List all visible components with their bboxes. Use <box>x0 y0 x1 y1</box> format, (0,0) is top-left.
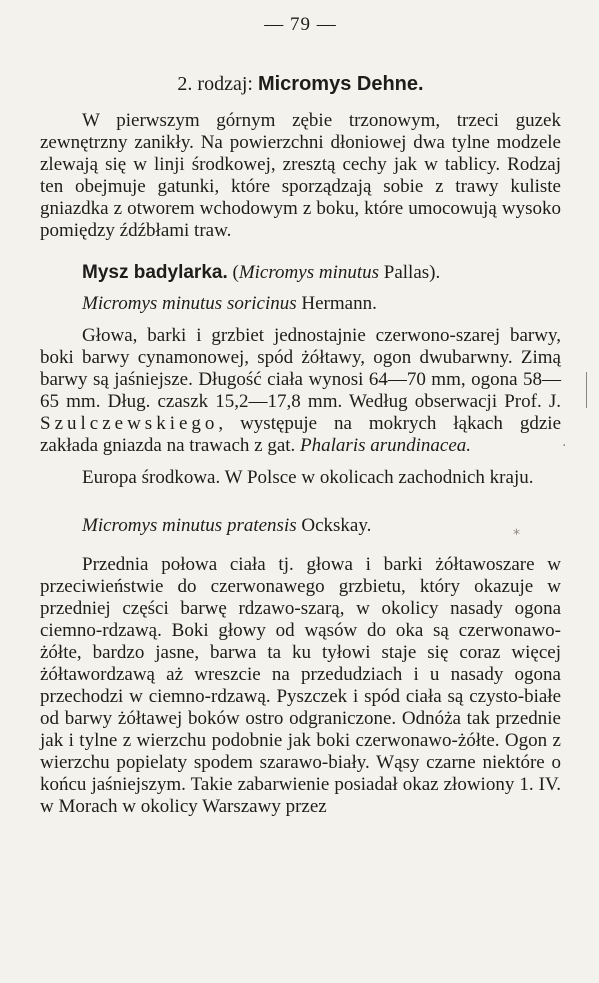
genus-heading <box>40 73 561 95</box>
description-2-paragraph: Przednia połowa ciała tj. głowa i barki żółtawoszare w przeciwieństwie do czerwonawego grzbietu, który okazuje w przedniej części barwę rdzawo-szarą, w okolicy nasady ogona ciemno-rdzawą. Boki głowy od wąsów do oka są czerwonawo-żółte, bardzo jasne, barwa ta ku tyłowi staje się coraz więcej żółtawordzawą aż wreszcie na przedudziach i u nasady ogona przechodzi w ciemno-rdzawą. Pyszczek i spód ciała są czysto-białe od barwy żółtawej boków ostro odgraniczone. Odnóża tak przednie jak i tylne z wierzchu podobnie jak boki czerwonawo-żółte. Ogon z wierzchu popielaty spodem szarawo-biały. Wąsy czarne niektóre o końcu jaśniejszym. Takie zabarwienie posiadał okaz złowiony 1. IV. w Morach w okolicy Warszawy przez <box>40 554 561 817</box>
species-common-name: Mysz badylarka. <box>82 262 228 283</box>
description-1-text-b: , występuje na mokrych łąkach gdzie zakłada gniazda na trawach z gat. <box>40 413 561 456</box>
subspecies-2-heading <box>40 515 561 537</box>
page-number: — 79 — <box>264 14 337 35</box>
description-1-plant-name: Phalaris arundinacea. <box>300 435 472 456</box>
description-1-text-a: Głowa, barki i grzbiet jednostajnie czerwono-szarej barwy, boki barwy cynamonowej, spód żółtawy, ogon dwubarwny. Zimą barwy są jaśniejsze. Długość ciała wynosi 64—70 mm, ogona 58—65 mm. Dług. czaszk 15,2—17,8 mm. Według obserwacji Prof. J. <box>40 325 561 412</box>
species-latin-name: Micromys minutus <box>238 262 380 283</box>
subspecies-1-authority: Hermann. <box>296 293 377 314</box>
species-heading: Mysz badylarka. (Micromys minutus Pallas). <box>82 262 441 283</box>
margin-mark: * <box>513 527 520 543</box>
description-1-paragraph <box>40 325 561 457</box>
range-paragraph: Europa środkowa. W Polsce w okolicach zachodnich kraju. <box>82 467 534 488</box>
heading-prefix: 2. rodzaj: <box>177 73 258 95</box>
subspecies-1-latin-name: Micromys minutus soricinus <box>82 293 297 314</box>
subspecies-1-heading <box>40 293 561 315</box>
margin-speck: · <box>562 438 567 454</box>
description-1-spaced-name: Szulczewskiego <box>40 413 219 434</box>
genus-name: Micromys Dehne. <box>257 73 424 95</box>
species-authority: Pallas). <box>383 262 441 283</box>
subspecies-2-authority: Ockskay. <box>296 515 372 536</box>
intro-paragraph: W pierwszym górnym zębie trzonowym, trzeci guzek zewnętrzny zanikły. Na powierzchni dłoniowej dwa tylne modzele zlewają się w linji środkowej, zresztą cechy jak w tablicy. Rodzaj ten obejmuje gatunki, które sporządzają sobie z trawy kuliste gniazdka z otworem wchodowym z boku, które umocowują wysoko pomiędzy źdźbłami traw. <box>40 110 561 241</box>
margin-line <box>586 372 587 408</box>
subspecies-2-latin-name: Micromys minutus pratensis <box>82 515 297 536</box>
